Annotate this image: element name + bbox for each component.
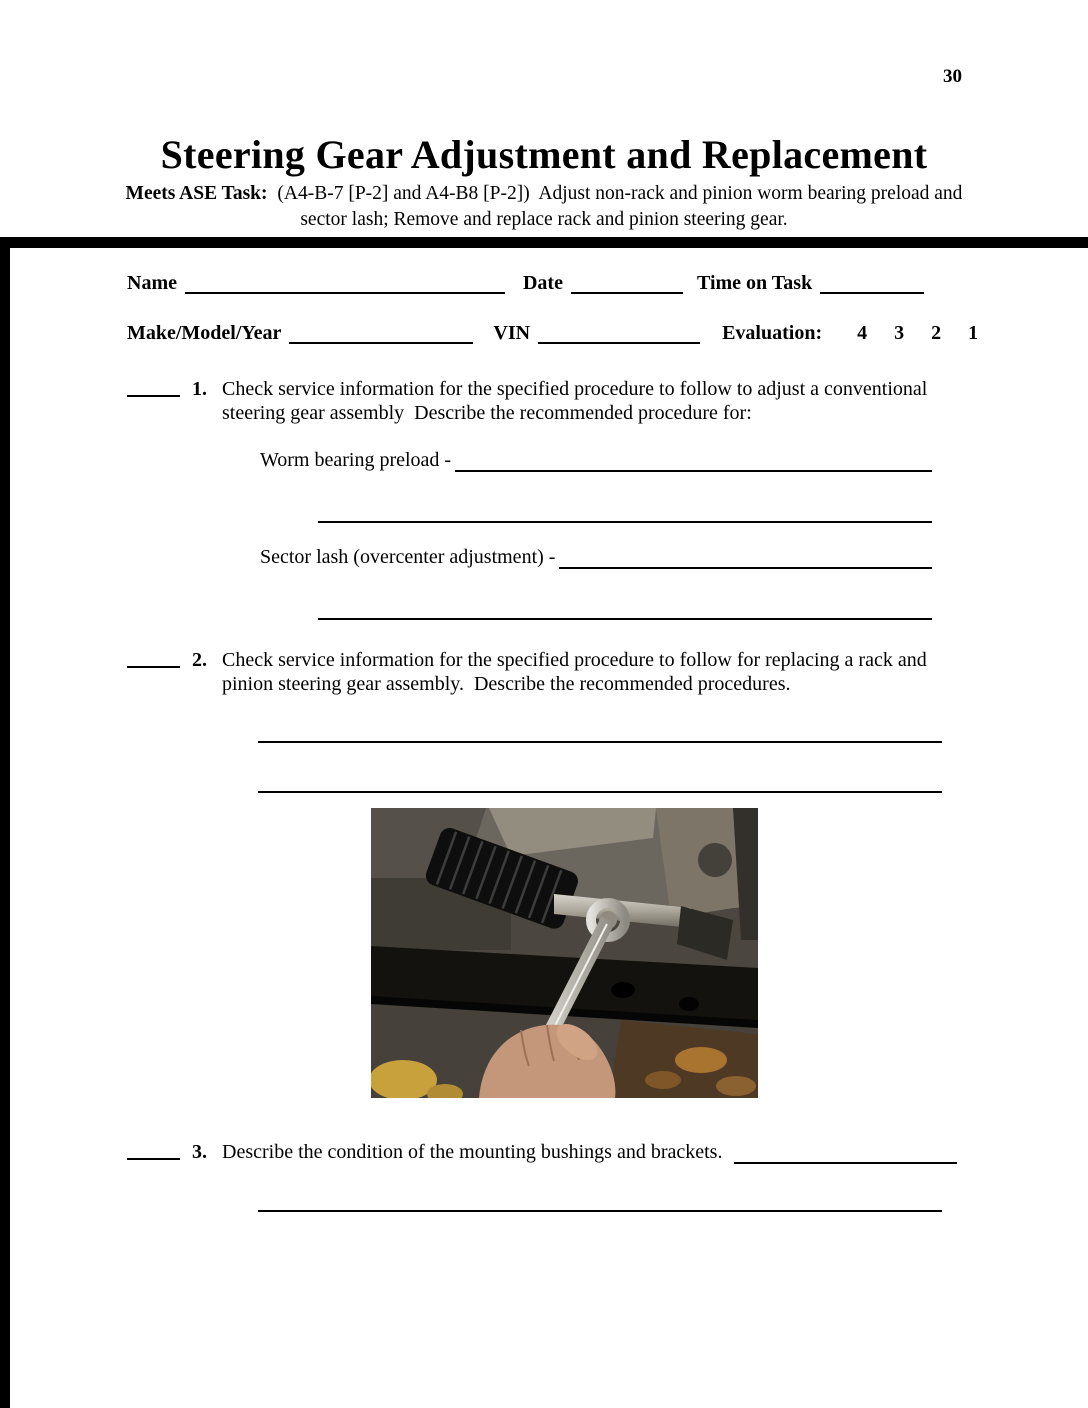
sector-lash-label: Sector lash (overcenter adjustment) -	[260, 546, 556, 568]
time-on-task-field-line[interactable]	[820, 272, 924, 294]
name-field-line[interactable]	[185, 272, 505, 294]
worm-bearing-preload-label: Worm bearing preload -	[260, 449, 452, 471]
make-model-year-label: Make/Model/Year	[127, 322, 282, 344]
task-3-text: Describe the condition of the mounting bushings and brackets.	[222, 1141, 723, 1163]
task-2-answer-line-2[interactable]	[258, 791, 942, 793]
task-3-text-row	[222, 1140, 957, 1164]
evaluation-value-1: 1	[968, 322, 979, 344]
time-on-task-label: Time on Task	[696, 272, 813, 294]
steering-rack-photo-graphic	[371, 808, 758, 1098]
task-2-check-line[interactable]	[127, 648, 180, 668]
ase-task-text: (A4-B-7 [P-2] and A4-B8 [P-2]) Adjust non-rack and pinion worm bearing preload and sector lash; Remove and replace rack and pinion steering gear.	[277, 183, 968, 230]
worm-bearing-preload-field-line[interactable]	[455, 448, 932, 472]
sector-lash-extra-line[interactable]	[318, 618, 932, 620]
worm-bearing-preload-extra-line[interactable]	[318, 521, 932, 523]
evaluation-value-3: 3	[894, 322, 905, 344]
task-1-number: 1.	[192, 378, 207, 400]
task-3-answer-line[interactable]	[258, 1210, 942, 1212]
page-number: 30	[943, 66, 962, 87]
vin-label: VIN	[493, 322, 531, 344]
date-field-line[interactable]	[571, 272, 683, 294]
sector-lash-row	[260, 545, 932, 569]
left-edge-bar	[0, 237, 10, 1408]
horizontal-divider-bar	[0, 237, 1088, 248]
sector-lash-field-line[interactable]	[559, 545, 932, 569]
task-3-number: 3.	[192, 1141, 207, 1163]
steering-rack-photo	[371, 808, 758, 1098]
ase-task-label: Meets ASE Task:	[125, 183, 268, 204]
vin-field-line[interactable]	[538, 322, 700, 344]
date-label: Date	[522, 272, 563, 294]
make-model-year-field-line[interactable]	[289, 322, 473, 344]
evaluation-value-4: 4	[857, 322, 868, 344]
ase-task-statement	[112, 181, 977, 232]
evaluation-value-2: 2	[931, 322, 942, 344]
task-1-check-line[interactable]	[127, 377, 180, 397]
task-3-check-line[interactable]	[127, 1140, 180, 1160]
task-2	[127, 648, 940, 696]
evaluation-label: Evaluation:	[722, 322, 823, 344]
worm-bearing-preload-row	[260, 448, 932, 472]
task-2-number: 2.	[192, 649, 207, 671]
task-3-inline-answer-line[interactable]	[734, 1144, 957, 1164]
task-1	[127, 377, 940, 425]
task-3	[127, 1140, 957, 1164]
form-row-vehicle	[127, 322, 978, 344]
task-1-text: Check service information for the specified procedure to follow to adjust a conventional steering gear assembly Describe the recommended procedure for:	[222, 378, 933, 424]
task-2-answer-line-1[interactable]	[258, 741, 942, 743]
form-row-identity	[127, 272, 924, 294]
page-title: Steering Gear Adjustment and Replacement	[160, 132, 928, 177]
task-2-text: Check service information for the specified procedure to follow for replacing a rack and pinion steering gear assembly. Describe the recommended procedures.	[222, 649, 932, 695]
name-label: Name	[127, 272, 177, 294]
